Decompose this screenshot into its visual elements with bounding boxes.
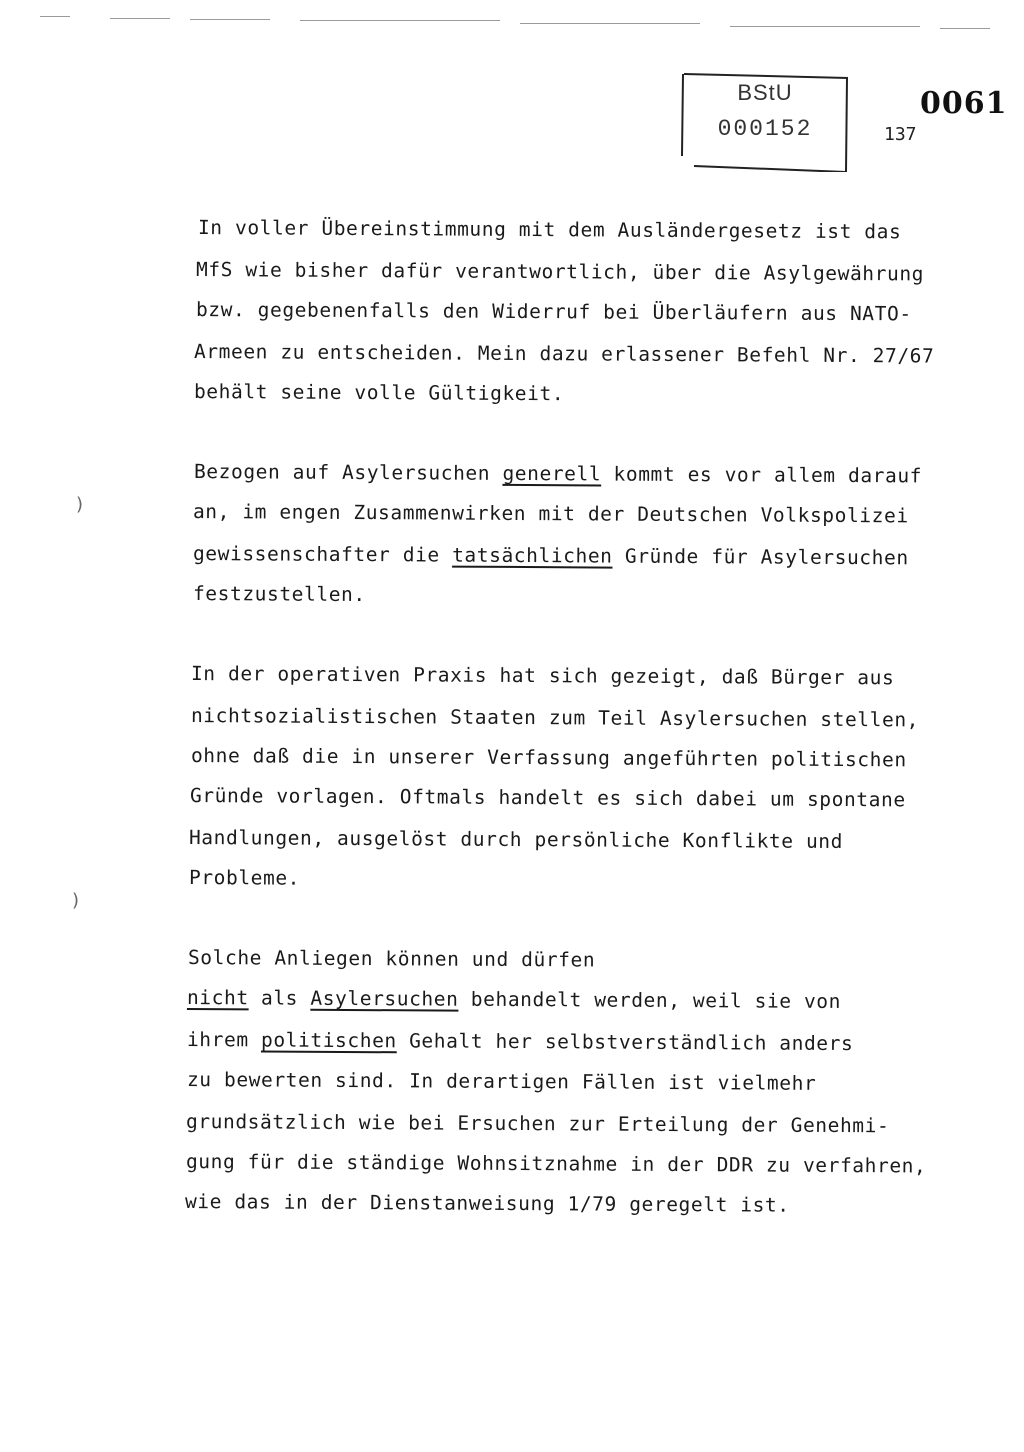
text-segment: an, im engen Zusammenwirken mit der Deutschen Volkspolizei (192, 500, 909, 528)
text-line (191, 746, 907, 770)
text-line (190, 786, 906, 810)
stamp-label-bstu: BStU (737, 80, 793, 105)
underlined-phrase: tatsächlichen (452, 543, 613, 568)
text-line (198, 218, 901, 242)
text-line (194, 382, 564, 404)
text-segment: behält seine volle Gültigkeit. (193, 380, 565, 406)
text-segment: festzustellen. (192, 582, 366, 607)
scan-edge-dots (40, 14, 1000, 34)
text-line (193, 544, 909, 568)
text-segment: Bezogen auf Asylersuchen (193, 460, 503, 485)
text-segment: Armeen zu entscheiden. Mein dazu erlassener Befehl Nr. 27/67 (193, 340, 935, 368)
text-segment: grundsätzlich wie bei Ersuchen zur Erteilung der Genehmi- (185, 1110, 890, 1138)
text-line (191, 664, 894, 688)
text-line (185, 1192, 790, 1215)
text-segment: In der operativen Praxis hat sich gezeigt, daß Bürger aus (190, 662, 895, 690)
page-number: 137 (884, 124, 917, 145)
text-segment: Gehalt her selbstverständlich anders (396, 1029, 854, 1056)
text-line (194, 462, 922, 486)
text-segment: Solche Anliegen können und dürfen (187, 946, 596, 972)
text-segment: als (248, 986, 311, 1010)
text-line (191, 706, 919, 730)
text-line (193, 502, 909, 526)
text-segment: In voller Übereinstimmung mit dem Ausländergesetz ist das (197, 216, 902, 244)
bstu-stamp (680, 72, 850, 172)
underlined-phrase: politischen (260, 1028, 397, 1053)
text-line (186, 1152, 927, 1176)
text-line (187, 1070, 816, 1093)
text-segment: Handlungen, ausgelöst durch persönliche Konflikte und (188, 826, 844, 853)
text-segment: nichtsozialistischen Staaten zum Teil Asylersuchen stellen, (190, 704, 920, 732)
text-line (187, 1030, 853, 1054)
text-line (188, 948, 595, 970)
text-line (187, 988, 841, 1011)
underlined-phrase: Asylersuchen (310, 986, 459, 1011)
underlined-phrase: nicht (186, 986, 249, 1010)
text-segment: zu bewerten sind. In derartigen Fällen ist vielmehr (186, 1068, 817, 1095)
text-segment: Gründe vorlagen. Oftmals handelt es sich dabei um spontane (189, 784, 906, 812)
text-segment: Probleme. (188, 866, 301, 890)
text-segment: ohne daß die in unserer Verfassung angeführten politischen (190, 744, 907, 772)
text-line (189, 868, 300, 888)
margin-mark: ) (76, 494, 84, 515)
text-line (194, 342, 935, 366)
underlined-phrase: generell (502, 461, 602, 486)
text-line (196, 300, 912, 324)
text-line (189, 828, 843, 851)
text-segment: kommt es vor allem darauf (601, 462, 923, 488)
text-segment: behandelt werden, weil sie von (458, 987, 842, 1013)
text-line (193, 584, 366, 605)
text-segment: wie das in der Dienstanweisung 1/79 geregelt ist. (184, 1190, 790, 1217)
text-line (186, 1112, 889, 1136)
archive-number: 0061 (920, 86, 1008, 121)
text-segment: MfS wie bisher dafür verantwortlich, über die Asylgewährung (195, 258, 925, 286)
text-segment: ihrem (186, 1028, 262, 1052)
text-line (196, 260, 924, 284)
margin-mark: ) (72, 890, 80, 911)
text-segment: gewissenschafter die (192, 542, 453, 567)
text-segment: gung für die ständige Wohnsitznahme in der DDR zu verfahren, (185, 1150, 927, 1178)
text-segment: bzw. gegebenenfalls den Widerruf bei Überläufern aus NATO- (195, 298, 912, 326)
text-segment: Gründe für Asylersuchen (612, 544, 909, 570)
stamp-number: 000152 (717, 116, 813, 142)
